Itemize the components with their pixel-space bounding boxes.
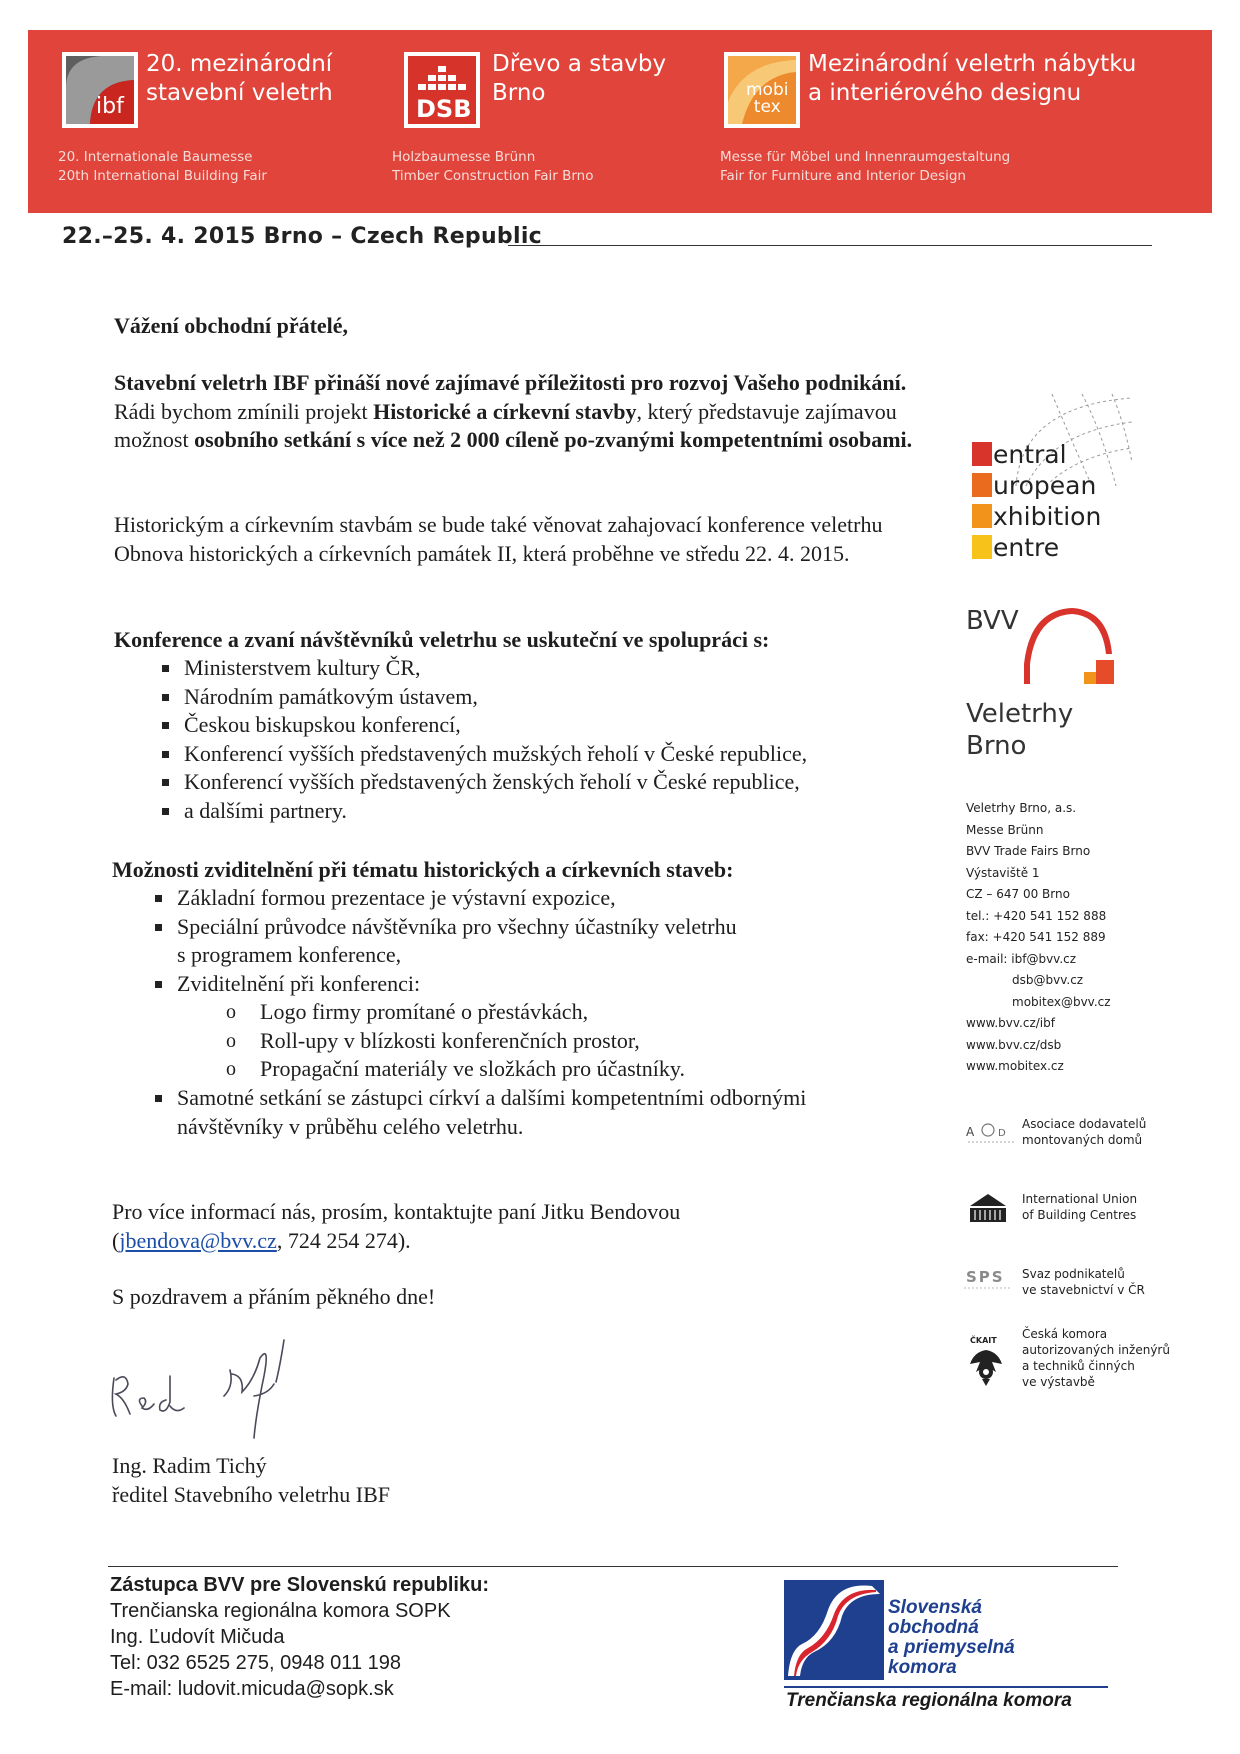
square-bullet-icon xyxy=(162,665,169,672)
list-item: a dalšími partnery. xyxy=(184,797,807,826)
admd-logo-icon xyxy=(966,1118,1018,1146)
square-bullet-icon xyxy=(162,722,169,729)
square-bullet-icon xyxy=(162,808,169,815)
list-item-continuation: návštěvníky v průběhu celého veletrhu. xyxy=(177,1113,524,1139)
footer-line: Tel: 032 6525 275, 0948 011 198 xyxy=(110,1652,401,1674)
fair-ibf-sub: 20. Internationale Baumesse 20th International Building Fair xyxy=(58,149,267,184)
cooperation-heading: Konference a zvaní návštěvníků veletrhu se uskuteční ve spolupráci s: xyxy=(114,627,770,652)
sps-logo-icon xyxy=(962,1266,1014,1292)
list-item: Českou biskupskou konferencí, xyxy=(184,711,807,740)
list-item: Zviditelnění při konferenci: xyxy=(177,970,737,999)
square-bullet-icon xyxy=(155,924,162,931)
svg-text:A: A xyxy=(966,1125,975,1139)
assoc-admd: Asociace dodavatelů montovaných domů xyxy=(1022,1117,1147,1147)
letter-paragraph-1: Stavební veletrh IBF přináší nové zajímavé příležitosti pro rozvoj Vašeho podnikání. Rádi bychom zmínili projekt Historické a církevní stavby, který představuje zajímavou možnost osobního setkání s více než 2 000 cíleně po-zvanými kompetentními osobami. xyxy=(114,370,913,452)
sopk-region: Trenčianska regionálna komora xyxy=(786,1690,1072,1711)
ceec-color-box xyxy=(972,442,992,466)
ceec-color-box xyxy=(972,473,992,497)
list-item: Národním památkovým ústavem, xyxy=(184,683,807,712)
contact-paragraph: Pro více informací nás, prosím, kontaktujte paní Jitku Bendovou (jbendova@bvv.cz, 724 254 274). xyxy=(112,1199,681,1253)
svg-text:SPS: SPS xyxy=(966,1268,1005,1286)
square-bullet-icon xyxy=(162,751,169,758)
ckait-emblem-icon xyxy=(964,1346,1008,1388)
fair-date-line: 22.–25. 4. 2015 Brno – Czech Republic xyxy=(62,224,543,249)
list-item: o Roll-upy v blízkosti konferenčních prostor, xyxy=(260,1027,685,1056)
footer-divider xyxy=(108,1566,1118,1567)
list-item: Základní formou prezentace je výstavní expozice, xyxy=(177,884,737,913)
ceec-line-european: uropean xyxy=(972,471,1096,501)
signer-name: Ing. Radim Tichý xyxy=(112,1453,267,1478)
list-item: Speciální průvodce návštěvníka pro všechny účastníky veletrhu xyxy=(177,913,737,942)
header-banner xyxy=(28,30,1212,213)
ibf-logo-text: ibf xyxy=(96,94,124,119)
sopk-divider xyxy=(784,1686,1108,1688)
circle-bullet: o xyxy=(226,1029,236,1052)
footer-line: E-mail: ludovit.micuda@sopk.sk xyxy=(110,1678,394,1700)
contact-address-block: Veletrhy Brno, a.s. Messe Brünn BVV Trade Fairs Brno Výstaviště 1 CZ – 647 00 Brno tel.: +420 541 152 888 fax: +420 541 152 889 e-mail: ibf@bvv.cz dsb@bvv.cz mobitex@bvv.cz www.bvv.cz/ibf www.bvv.cz/dsb www.mobitex.cz xyxy=(966,801,1111,1073)
bvv-label: BVV xyxy=(966,606,1019,636)
footer-heading: Zástupca BVV pre Slovenskú republiku: xyxy=(110,1574,489,1596)
signature-image xyxy=(104,1336,324,1446)
closing-line: S pozdravem a přáním pěkného dne! xyxy=(112,1284,436,1309)
list-item: o Logo firmy promítané o přestávkách, xyxy=(260,998,685,1027)
mobitex-logo-text: mobi tex xyxy=(746,80,789,117)
assoc-ckait: Česká komora autorizovaných inženýrů a techniků činných ve výstavbě xyxy=(1022,1327,1170,1389)
circle-bullet: o xyxy=(226,1001,236,1023)
circle-bullet: o xyxy=(226,1058,236,1080)
contact-email-link[interactable]: jbendova@bvv.cz xyxy=(119,1227,277,1253)
ceec-line-exhibition: xhibition xyxy=(972,502,1101,532)
fair-ibf-name: 20. mezinárodní stavební veletrh xyxy=(146,51,333,106)
ceec-line-central: entral xyxy=(972,440,1067,470)
fair-mobitex-sub: Messe für Möbel und Innenraumgestaltung Fair for Furniture and Interior Design xyxy=(720,149,1011,184)
list-item: Konferencí vyšších představených ženských řeholí v České republice, xyxy=(184,768,807,797)
conference-visibility-sublist xyxy=(226,998,685,1084)
list-item: Samotné setkání se zástupci církví a dalšími kompetentními odbornými xyxy=(177,1084,806,1113)
options-list-continued xyxy=(177,1084,806,1141)
signer-block xyxy=(112,1452,932,1509)
bvv-arch-logo-icon xyxy=(1022,604,1118,686)
veletrhy-brno-label: Veletrhy Brno xyxy=(966,699,1074,761)
options-heading: Možnosti zviditelnění při tématu historických a církevních staveb: xyxy=(112,857,734,882)
cooperation-list xyxy=(184,654,807,825)
footer-line: Ing. Ľudovít Mičuda xyxy=(110,1626,285,1648)
list-item-continuation: s programem konference, xyxy=(177,942,402,967)
letter-paragraph-2: Historickým a církevním stavbám se bude také věnovat zahajovací konference veletrhu Obnova historických a církevních památek II, která proběhne ve středu 22. 4. 2015. xyxy=(114,512,883,566)
letter-greeting: Vážení obchodní přátelé, xyxy=(114,313,349,338)
ckait-label: ČKAIT xyxy=(970,1336,997,1345)
uibc-logo-icon xyxy=(966,1192,1010,1224)
svg-text:D: D xyxy=(998,1128,1006,1139)
square-bullet-icon xyxy=(162,779,169,786)
square-bullet-icon xyxy=(155,895,162,902)
sopk-name: Slovenská obchodná a priemyselná komora xyxy=(888,1597,1015,1678)
fair-mobitex-name: Mezinárodní veletrh nábytku a interiérového designu xyxy=(808,51,1137,106)
square-bullet-icon xyxy=(162,694,169,701)
square-bullet-icon xyxy=(155,981,162,988)
ceec-line-centre: entre xyxy=(972,533,1059,563)
fair-dsb-name: Dřevo a stavby Brno xyxy=(492,51,667,106)
ceec-color-box xyxy=(972,535,992,559)
signer-title: ředitel Stavebního veletrhu IBF xyxy=(112,1481,390,1507)
date-rule-divider xyxy=(508,245,1152,246)
list-item: Konferencí vyšších představených mužských řeholí v České republice, xyxy=(184,740,807,769)
options-list xyxy=(177,884,737,998)
square-bullet-icon xyxy=(155,1095,162,1102)
sopk-logo-icon xyxy=(784,1580,884,1680)
assoc-uibc: International Union of Building Centres xyxy=(1022,1192,1138,1222)
list-item: o Propagační materiály ve složkách pro účastníky. xyxy=(260,1055,685,1084)
list-item: Ministerstvem kultury ČR, xyxy=(184,654,807,683)
fair-dsb-sub: Holzbaumesse Brünn Timber Construction Fair Brno xyxy=(392,149,594,184)
ceec-color-box xyxy=(972,504,992,528)
footer-line: Trenčianska regionálna komora SOPK xyxy=(110,1600,451,1622)
assoc-sps: Svaz podnikatelů ve stavebnictví v ČR xyxy=(1022,1267,1145,1297)
dsb-logo-text: DSB xyxy=(416,95,472,123)
